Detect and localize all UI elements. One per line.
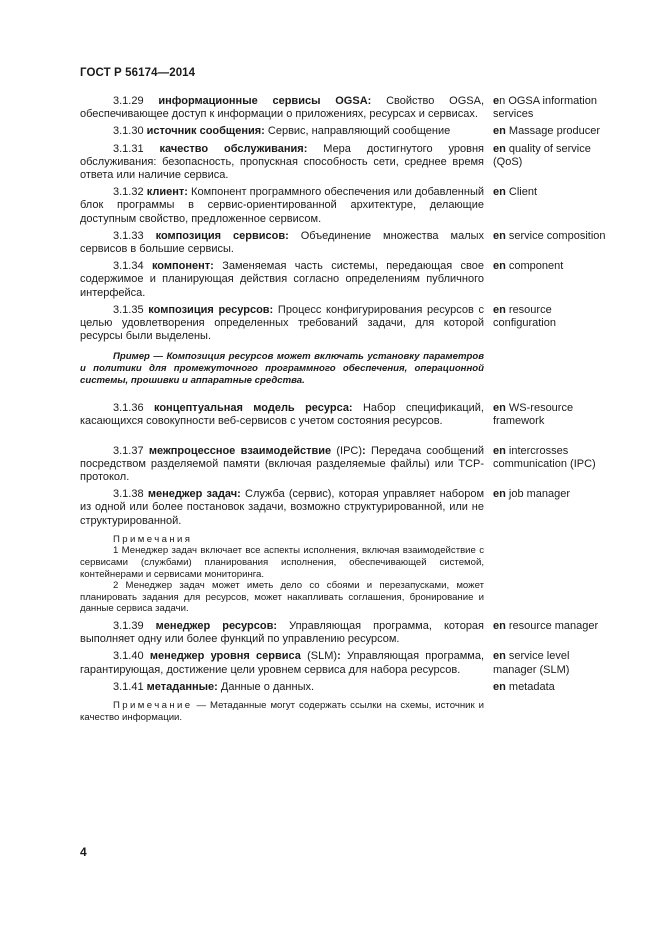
term-definition: 3.1.38 менеджер задач: Служба (сервис), которая управляет набором из одной или более постановок задачи, возможно структурированной, или не структурированной. [80,488,485,527]
term-title: информационные сервисы OGSA: [158,95,372,107]
final-note: Примечание — Метаданные могут содержать ссылки на схемы, источник и качество информации. [80,700,484,723]
term-title: межпроцессное взаимодействие [148,444,332,457]
english-equivalent: en component [493,260,564,273]
document-header: ГОСТ Р 56174—2014 [80,67,196,79]
term-definition: 3.1.34 компонент: Заменяемая часть системы, передающая свое содержимое и планирующая действия согласно определениям публичного интерфейса. [80,260,484,299]
term-entry [80,186,615,226]
term-definition: 3.1.30 источник сообщения: Сервис, направляющий сообщение [113,125,451,138]
term-entry [80,488,615,528]
term-title: источник сообщения: [146,125,265,138]
english-equivalent: en resource manager [493,620,599,633]
term-definition: 3.1.32 клиент: Компонент программного обеспечения или добавленный блок программы в сервис-ориентированной архитектуре, делающие доступным свойство, предложенное сервисом. [80,186,484,225]
term-title: компонент: [151,260,214,273]
term-entry [80,95,615,121]
example-text: Пример — Композиция ресурсов может включать установку параметров и политики для промежуточного программного обеспечения, операционной системы, прошивки и аппаратные средства. [80,351,484,386]
english-equivalent: en OGSA information services [493,95,597,121]
english-equivalent: en quality of service (QoS) [493,142,591,168]
term-definition: 3.1.39 менеджер ресурсов: Управляющая программа, которая выполняет одну или более функций по управлению ресурсом. [80,620,485,646]
term-entry [80,681,615,694]
english-equivalent: en service level manager (SLM) [493,650,570,676]
term-definition: 3.1.36 концептуальная модель ресурса: Набор спецификаций, касающихся совокупности веб-сервисов с учетом состояния ресурсов. [80,402,484,428]
english-equivalent: en Client [493,186,538,199]
term-definition: 3.1.31 качество обслуживания: Мера достигнутого уровня обслуживания: безопасность, пропускная способность сети, среднее время ответа или наличие сервиса. [80,142,484,182]
term-title: композиция ресурсов: [148,303,274,316]
term-entry [80,402,615,428]
term-title: менеджер ресурсов: [155,620,277,633]
term-entry [80,143,615,183]
term-title: качество обслуживания: [159,142,308,155]
term-entry [80,620,615,646]
term-definition: 3.1.40 менеджер уровня сервиса (SLM): Управляющая программа, гарантирующая, достижение цели уровнем сервиса для набора ресурсов. [80,650,485,676]
english-equivalent: en job manager [493,488,571,501]
term-entry [80,125,615,138]
english-equivalent: en resource configuration [493,303,556,330]
term-entry [80,230,615,256]
term-title: клиент: [146,186,188,199]
term-entry [80,445,615,485]
english-equivalent: en Massage producer [493,125,601,138]
term-title: композиция сервисов: [155,229,289,242]
term-definition: 3.1.33 композиция сервисов: Объединение множества малых сервисов в большие сервисы. [80,229,485,256]
english-equivalent: en intercrosses communication (IPC) [493,444,596,470]
final-note-label: Примечание [113,700,193,712]
english-equivalent: en metadata [493,680,555,693]
english-equivalent: en service composition [493,229,606,242]
term-entry [80,304,615,344]
term-definition: 3.1.35 композиция ресурсов: Процесс конфигурирования ресурсов с целью удовлетворения определенных требований задачи, для которой ресурсы были выделены. [80,303,484,343]
term-definition: 3.1.41 метаданные: Данные о данных. [113,680,315,693]
terms-list [80,95,615,723]
note-item: 2 Менеджер задач может иметь дело со сбоями и перезапусками, может планировать задания для ресурсов, может накапливать соглашения, бронирование и данные сервиса задачи. [80,580,484,615]
notes-heading: Примечания [113,533,193,545]
term-title: концептуальная модель ресурса: [153,402,353,415]
term-title: метаданные: [146,680,218,693]
term-entry [80,260,615,300]
term-entry [80,650,615,676]
note-item: 1 Менеджер задач включает все аспекты исполнения, включая взаимодействие с сервисами (службами) планирования исполнения, обеспечивающей системой, контейнерами и сервисами мониторинга. [80,545,484,580]
term-title: менеджер задач: [147,488,241,501]
term-title: менеджер уровня сервиса [149,650,301,663]
english-equivalent: en WS-resource framework [493,402,574,428]
term-definition: 3.1.29 информационные сервисы OGSA: Свойство OGSA, обеспечивающее доступ к информации о приложениях, ресурсах и сервисах. [80,95,485,121]
term-definition: 3.1.37 межпроцессное взаимодействие (IPC): Передача сообщений посредством разделяемой памяти (включая разделяемые файлы) или TCP-протокол. [80,444,484,484]
page-number: 4 [80,845,87,859]
